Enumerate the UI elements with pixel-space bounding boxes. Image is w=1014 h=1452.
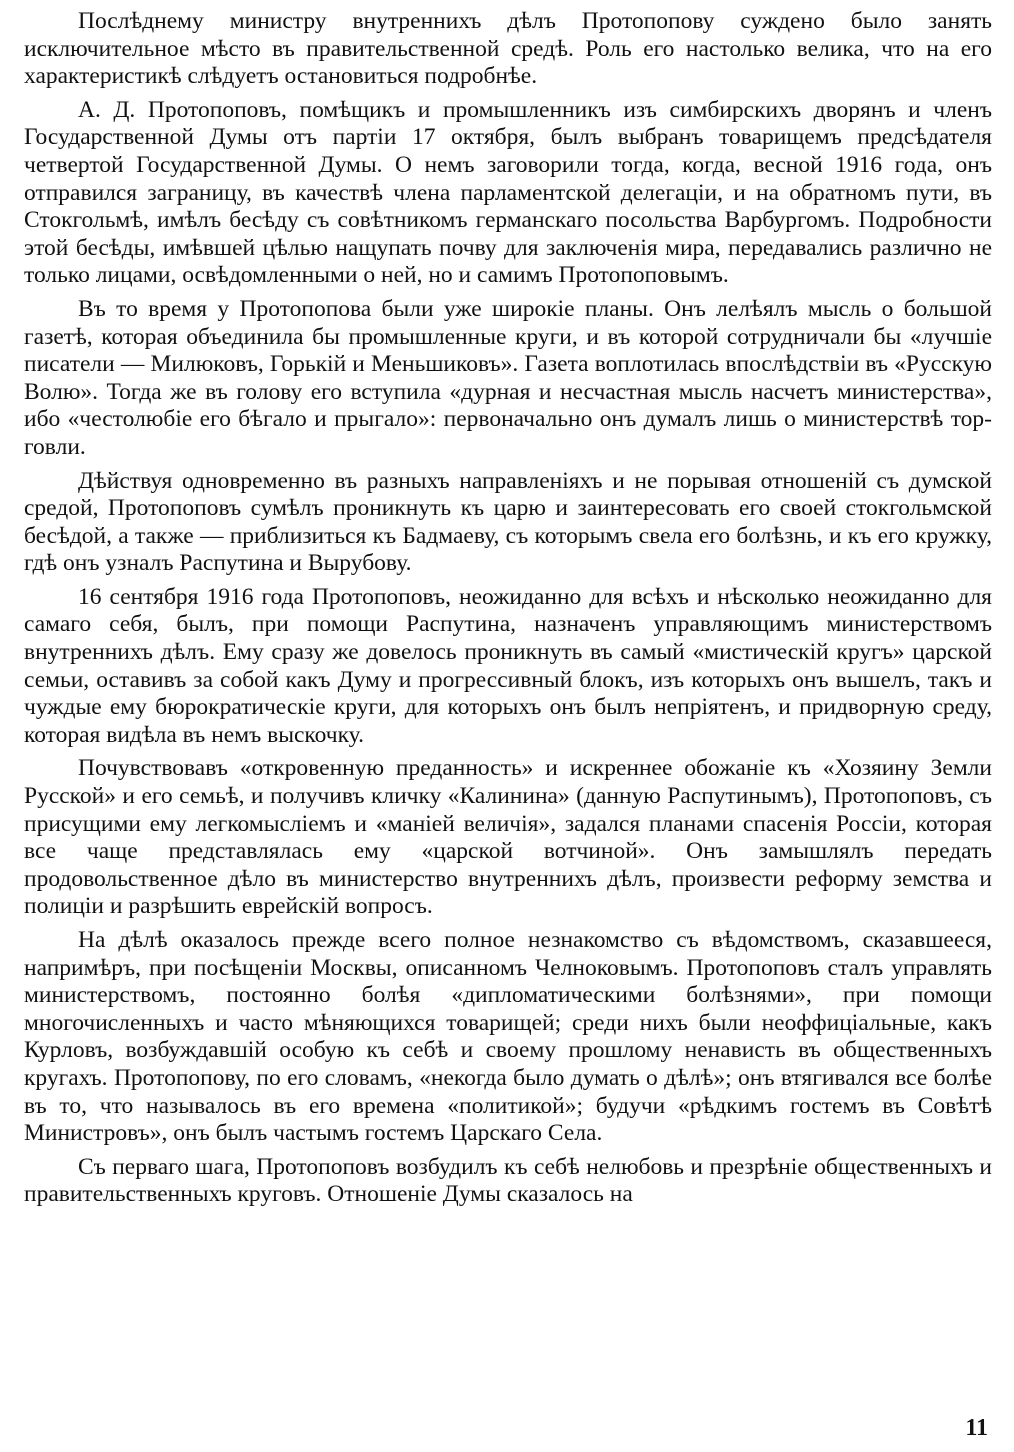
paragraph-1: Послѣднему министру внутреннихъ дѣлъ Протопопову суждено было занять исключительное мѣсто въ правительственной средѣ. Роль его настолько велика, что на его характеристикѣ слѣдуетъ остановиться подробнѣе. [24, 8, 992, 90]
paragraph-7: На дѣлѣ оказалось прежде всего полное незнакомство съ вѣдомствомъ, сказавшееся, напримѣръ, при посѣщеніи Москвы, описанномъ Челноковымъ. Протопоповъ сталъ управлять министерствомъ, постоянно болѣя «дипломатическими болѣзнями», при помощи многочисленныхъ и часто мѣняющихся товарищей; среди нихъ были неоффиціальные, какъ Курловъ, возбуждавшій особую къ себѣ и своему прошлому ненависть въ общественныхъ кругахъ. Протопопову, по его словамъ, «некогда было думать о дѣлѣ»; онъ втягивался все болѣе въ то, что называлось въ его времена «политикой»; будучи «рѣдкимъ гостемъ въ Совѣтѣ Министровъ», онъ былъ частымъ гостемъ Царскаго Села. [24, 927, 992, 1147]
document-page [24, 8, 992, 1444]
paragraph-8: Съ перваго шага, Протопоповъ возбудилъ къ себѣ нелюбовь и презрѣніе общественныхъ и правительственныхъ круговъ. Отношеніе Думы сказалось на [24, 1153, 992, 1208]
paragraph-5: 16 сентября 1916 года Протопоповъ, неожиданно для всѣхъ и нѣсколько неожиданно для самаго себя, былъ, при помощи Распутина, назначенъ управляющимъ министерствомъ внутреннихъ дѣлъ. Ему сразу же довелось проникнуть въ самый «мистическій кругъ» царской семьи, оставивъ за собой какъ Думу и прогрессивный блокъ, изъ которыхъ онъ вышелъ, такъ и чуждые ему бюрократическіе круги, для которыхъ онъ былъ непріятенъ, и придворную среду, которая видѣла въ немъ выскочку. [24, 583, 992, 748]
paragraph-2: А. Д. Протопоповъ, помѣщикъ и промышленникъ изъ симбирскихъ дворянъ и членъ Государственной Думы отъ партіи 17 октября, былъ выбранъ товарищемъ предсѣдателя четвертой Государственной Думы. О немъ заговорили тогда, когда, весной 1916 года, онъ отправился заграницу, въ качествѣ члена парламентской делегаціи, и на обратномъ пути, въ Стокгольмѣ, имѣлъ бесѣду съ совѣтникомъ германскаго посольства Варбургомъ. Подробности этой бесѣды, имѣвшей цѣлью нащупать почву для заключенія мира, передавались различно не только лицами, освѣдомленными о ней, но и самимъ Протопоповымъ. [24, 96, 992, 289]
page-number: 11 [965, 1415, 988, 1441]
paragraph-4: Дѣйствуя одновременно въ разныхъ направленіяхъ и не порывая отношеній съ думской средой, Протопоповъ сумѣлъ проникнуть къ царю и заинтересовать его своей стокгольмской бесѣдой, а также — приблизиться къ Бадмаеву, съ которымъ свела его болѣзнь, и къ его кружку, гдѣ онъ узналъ Распутина и Вырубову. [24, 467, 992, 577]
body-text [24, 8, 992, 1215]
paragraph-6: Почувствовавъ «откровенную преданность» и искреннее обожаніе къ «Хозяину Земли Русской» и его семьѣ, и получивъ кличку «Калинина» (данную Распутинымъ), Протопоповъ, съ присущими ему легкомысліемъ и «маніей величія», задался планами спасенія Россіи, которая все чаще представлялась ему «царской вотчиной». Онъ замышлялъ передать продовольственное дѣло въ министерство внутреннихъ дѣлъ, произвести реформу земства и полиціи и разрѣшить еврейскій вопросъ. [24, 755, 992, 920]
paragraph-3: Въ то время у Протопопова были уже широкіе планы. Онъ лелѣялъ мысль о большой газетѣ, которая объединила бы промышленные круги, и въ которой сотрудничали бы «лучшіе писатели — Милюковъ, Горькій и Меньшиковъ». Газета воплотилась впослѣдствіи въ «Русскую Волю». Тогда же въ голову его вступила «дурная и несчастная мысль насчетъ министерства», ибо «честолюбіе его бѣгало и прыгало»: первоначально онъ думалъ лишь о министерствѣ торговли. [24, 295, 992, 460]
